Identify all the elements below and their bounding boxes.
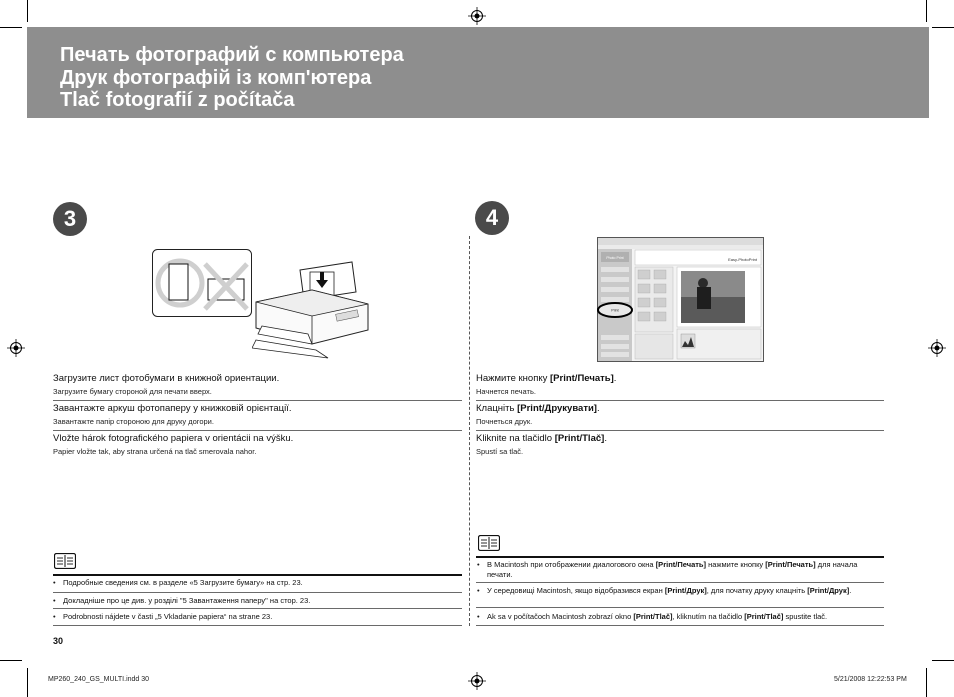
- divider-line: [53, 625, 462, 626]
- divider-line: [53, 592, 462, 593]
- note-right-uk: У середовищі Macintosh, якщо відобразився екран [Print/Друк], для початку друку клацніть [Print/Друк].: [487, 586, 852, 595]
- note-left-ru: Подробные сведения см. в разделе «5 Загрузите бумагу» на стр. 23.: [63, 578, 303, 587]
- step-3-badge: 3: [53, 202, 87, 236]
- note-book-icon: [478, 535, 500, 551]
- step3-sub-ru: Загрузите бумагу стороной для печати вверх.: [53, 387, 212, 396]
- divider-line: [53, 430, 462, 431]
- step3-sub-sk: Papier vložte tak, aby strana určená na tlač smerovala nahor.: [53, 447, 257, 456]
- registration-mark-icon: [468, 672, 486, 690]
- divider-line: [476, 430, 884, 431]
- note-rule: [53, 574, 462, 576]
- title-sk: Tlač fotografií z počítača: [60, 89, 295, 111]
- footer-datetime: 5/21/2008 12:22:53 PM: [834, 676, 907, 683]
- bullet: •: [53, 612, 56, 621]
- registration-mark-icon: [468, 7, 486, 25]
- crop-mark: [932, 27, 954, 28]
- note-right-sk: Ak sa v počítačoch Macintosh zobrazí okno [Print/Tlač], kliknutím na tlačidlo [Print/Tlač] spustite tlač.: [487, 612, 828, 621]
- bullet: •: [477, 586, 480, 595]
- divider-line: [476, 625, 884, 626]
- divider-line: [476, 582, 884, 583]
- step3-sub-uk: Завантажте папір стороною для друку догори.: [53, 417, 214, 426]
- crop-mark: [0, 660, 22, 661]
- step4-sub-sk: Spustí sa tlač.: [476, 447, 524, 456]
- bullet: •: [53, 578, 56, 587]
- step4-instruction-ru: Нажмите кнопку [Print/Печать].: [476, 373, 617, 384]
- note-left-sk: Podrobnosti nájdete v časti „5 Vkladanie papiera“ na strane 23.: [63, 612, 273, 621]
- divider-line: [476, 607, 884, 608]
- crop-mark: [932, 660, 954, 661]
- brand-logo: Easy-PhotoPrint: [728, 257, 757, 262]
- footer-filename: MP260_240_GS_MULTI.indd 30: [48, 676, 150, 683]
- divider-line: [53, 400, 462, 401]
- note-rule: [476, 556, 884, 558]
- note-right-ru: В Macintosh при отображении диалогового окна [Print/Печать] нажмите кнопку [Print/Печать] для начала печати.: [487, 560, 858, 579]
- bullet: •: [53, 596, 56, 605]
- title-uk: Друк фотографій із комп'ютера: [60, 67, 372, 89]
- title-ru: Печать фотографий с компьютера: [60, 44, 404, 66]
- title-banner: [27, 27, 929, 118]
- step4-instruction-uk: Клацніть [Print/Друкувати].: [476, 403, 600, 414]
- paper-orientation-illustration: [152, 249, 252, 317]
- printer-illustration: [252, 258, 372, 360]
- divider-line: [53, 608, 462, 609]
- step4-instruction-sk: Kliknite na tlačidlo [Print/Tlač].: [476, 433, 607, 444]
- software-screenshot: [597, 237, 764, 362]
- crop-mark: [27, 0, 28, 22]
- divider-line: [476, 400, 884, 401]
- step3-instruction-sk: Vložte hárok fotografického papiera v orientácii na výšku.: [53, 433, 294, 444]
- bullet: •: [477, 612, 480, 621]
- column-divider: [469, 236, 470, 626]
- step4-sub-uk: Почнеться друк.: [476, 417, 533, 426]
- step4-sub-ru: Начнется печать.: [476, 387, 536, 396]
- crop-mark: [926, 668, 927, 697]
- crop-mark: [27, 668, 28, 697]
- step3-instruction-ru: Загрузите лист фотобумаги в книжной ориентации.: [53, 373, 280, 384]
- crop-mark: [0, 27, 22, 28]
- sidebar-title: Photo Print: [606, 256, 624, 260]
- bullet: •: [477, 560, 480, 569]
- step3-instruction-uk: Завантажте аркуш фотопаперу у книжковій орієнтації.: [53, 403, 292, 414]
- registration-mark-icon: [928, 339, 946, 357]
- page-number: 30: [53, 636, 64, 646]
- registration-mark-icon: [7, 339, 25, 357]
- note-book-icon: [54, 553, 76, 569]
- print-button-label: Print: [611, 308, 619, 313]
- crop-mark: [926, 0, 927, 22]
- note-left-uk: Докладніше про це див. у розділі "5 Завантаження паперу" на стор. 23.: [63, 596, 311, 605]
- step-4-badge: 4: [475, 201, 509, 235]
